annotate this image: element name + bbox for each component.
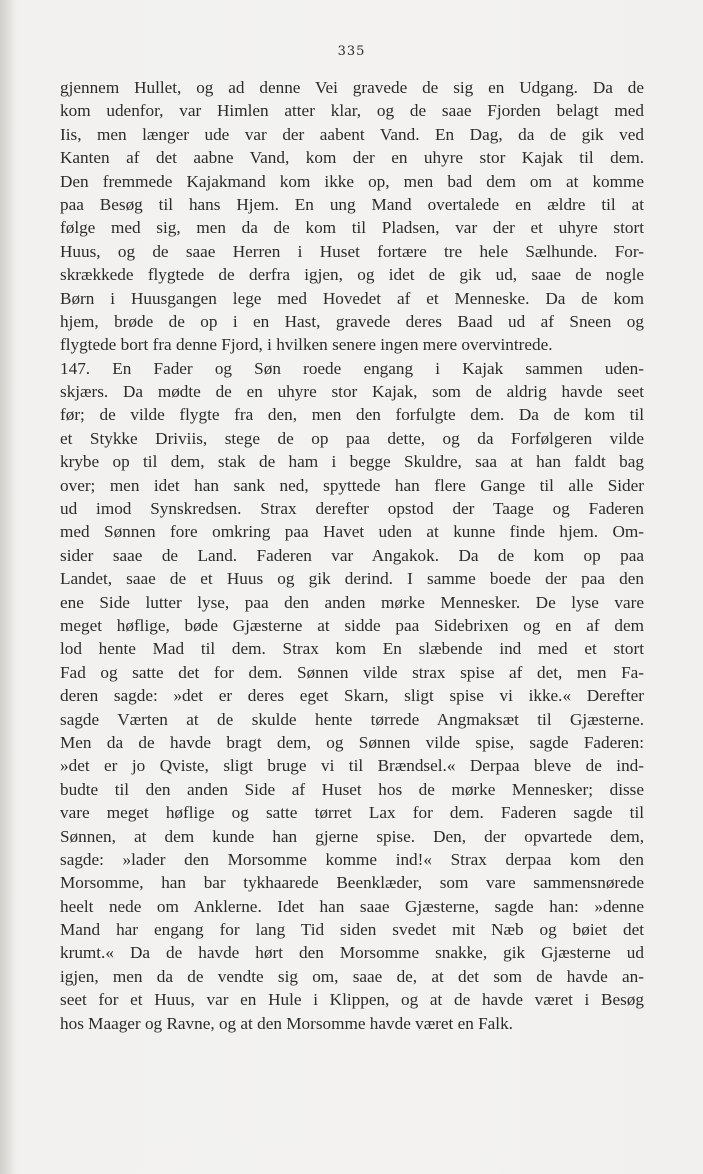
page-number: 335 [337,44,366,59]
text-line: krybe op til dem, stak de ham i begge Skuldre, saa at han faldt bag [60,452,644,472]
text-line: hjem, brøde de op i en Hast, gravede deres Baad ud af Sneen og [60,311,644,331]
text-line: vare meget høflige og satte tørret Lax for dem. Faderen sagde til [60,803,644,823]
text-line: Børn i Huusgangen lege med Hovedet af et Menneske. Da de kom [60,288,644,308]
paragraph-end-line: hos Maager og Ravne, og at den Morsomme havde været en Falk. [60,1013,513,1033]
text-line: Men da de havde bragt dem, og Sønnen vilde spise, sagde Faderen: [60,732,644,752]
text-line: paa Besøg til hans Hjem. En ung Mand overtalede en ældre til at [60,194,644,214]
text-line: ud imod Synskredsen. Strax derefter opstod der Taage og Faderen [60,499,644,519]
text-line: sider saae de Land. Faderen var Angakok. Da de kom op paa [60,545,644,565]
text-line: heelt nede om Anklerne. Idet han saae Gjæsterne, sagde han: »denne [60,896,644,916]
text-line: gjennem Hullet, og ad denne Vei gravede de sig en Udgang. Da de [60,78,644,97]
text-line: krumt.« Da de havde hørt den Morsomme snakke, gik Gjæsterne ud [60,943,644,963]
text-line: før; de vilde flygte fra den, men den forfulgte dem. Da de kom til [60,405,644,425]
text-line: ene Side lutter lyse, paa den anden mørke Mennesker. De lyse vare [60,592,644,612]
body-text [60,76,644,1035]
text-line: skrækkede flygtede de derfra igjen, og idet de gik ud, saae de nogle [60,265,644,285]
text-line: igjen, men da de vendte sig om, saae de, at det som de havde an- [60,966,644,986]
text-line: budte til den anden Side af Huset hos de mørke Mennesker; disse [60,779,644,799]
text-line: meget høflige, bøde Gjæsterne at sidde paa Sidebrixen og en af dem [60,615,644,635]
text-line: Kanten af det aabne Vand, kom der en uhyre stor Kajak til dem. [60,148,644,168]
text-line: følge med sig, men da de kom til Pladsen, var der et uhyre stort [60,218,644,238]
paragraph-end-line: flygtede bort fra denne Fjord, i hvilken senere ingen mere overvintrede. [60,335,553,355]
text-line: Sønnen, at dem kunde han gjerne spise. Den, der opvartede dem, [60,826,644,846]
section-start-line: 147. En Fader og Søn roede engang i Kajak sammen uden- [60,358,644,378]
text-line: skjærs. Da mødte de en uhyre stor Kajak, som de aldrig havde seet [60,382,644,402]
text-line: Den fremmede Kajakmand kom ikke op, men bad dem om at komme [60,171,644,191]
text-line: Morsomme, han bar tykhaarede Beenklæder, som vare sammensnørede [60,873,644,893]
text-line: Landet, saae de et Huus og gik derind. I samme boede der paa den [60,569,644,589]
binding-gutter-shadow [0,0,16,1174]
text-line: Huus, og de saae Herren i Huset fortære tre hele Sælhunde. For- [60,241,644,261]
text-line: Iis, men længer ude var der aabent Vand. En Dag, da de gik ved [60,124,644,144]
text-line: med Sønnen fore omkring paa Havet uden at kunne finde hjem. Om- [60,522,644,542]
text-line: kom udenfor, var Himlen atter klar, og de saae Fjorden belagt med [60,101,644,121]
text-line: sagde: »lader den Morsomme komme ind!« Strax derpaa kom den [60,849,644,869]
text-line: over; men idet han sank ned, spyttede han flere Gange til alle Sider [60,475,644,495]
text-line: lod hente Mad til dem. Strax kom En slæbende ind med et stort [60,639,644,659]
text-line: Mand har engang for lang Tid siden svedet mit Næb og bøiet det [60,920,644,940]
text-line: Fad og satte det for dem. Sønnen vilde strax spise af det, men Fa- [60,662,644,682]
text-line: seet for et Huus, var en Hule i Klippen, og at de havde været i Besøg [60,990,644,1010]
text-line: deren sagde: »det er deres eget Skarn, sligt spise vi ikke.« Derefter [60,686,644,706]
text-line: et Stykke Driviis, stege de op paa dette, og da Forfølgeren vilde [60,428,644,448]
text-line: »det er jo Qviste, sligt bruge vi til Brændsel.« Derpaa bleve de ind- [60,756,644,776]
text-line: sagde Værten at de skulde hente tørrede Angmaksæt til Gjæsterne. [60,709,644,729]
